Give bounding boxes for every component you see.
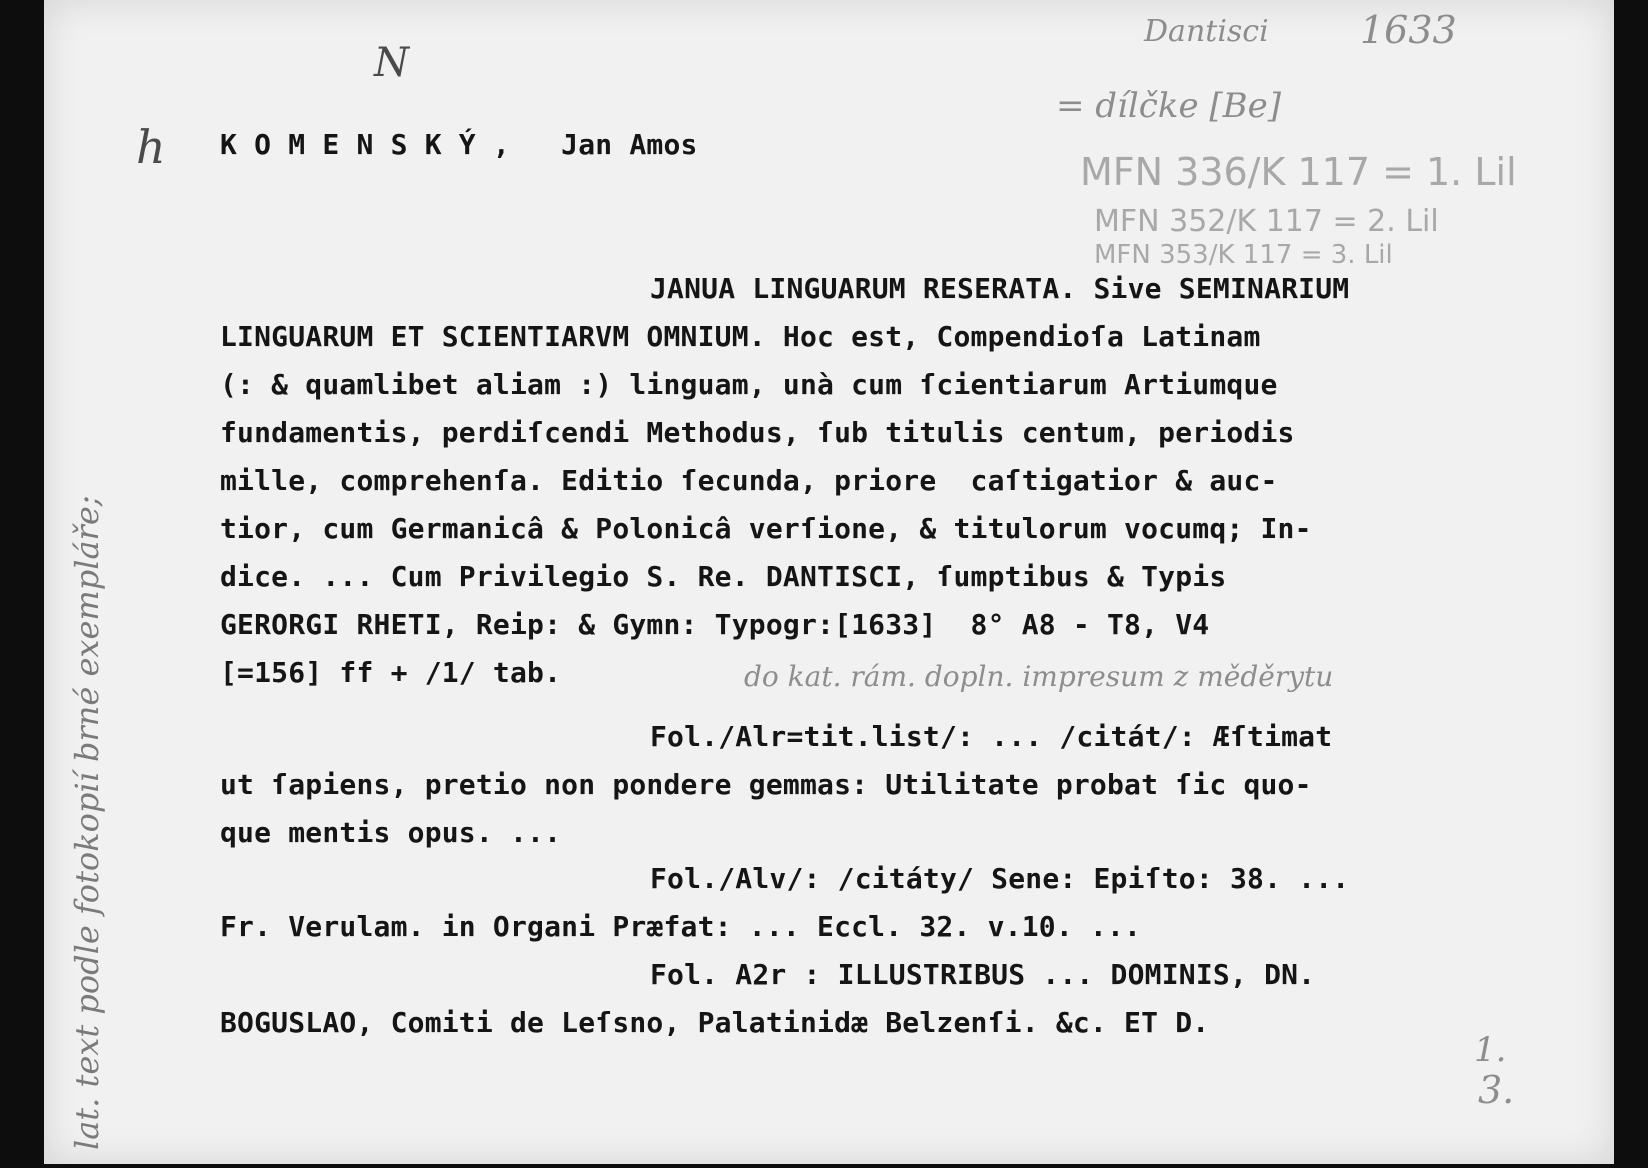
mfn-note-1: MFN 336/K 117 = 1. Lil xyxy=(1080,150,1517,194)
quote-line-2: ut ſapiens, pretio non pondere gemmas: Utilitate probat ſic quo- xyxy=(220,768,1312,801)
handwritten-imprint-note: do kat. rám. dopln. impresum z měděrytu xyxy=(744,660,1334,693)
quote-line-1: Fol./Alr=tit.list/: ... /citát/: Æſtimat xyxy=(650,720,1333,753)
handwritten-corner-1: 1. xyxy=(1474,1030,1507,1070)
quote-line-6: Fol. A2r : ILLUSTRIBUS ... DOMINIS, DN. xyxy=(650,958,1316,991)
handwritten-mark-h: h xyxy=(136,120,166,174)
handwritten-mark-n: N xyxy=(374,40,409,86)
title-line-6: tior, cum Germanicâ & Polonicâ verſione, & titulorum vocumq; In- xyxy=(220,512,1312,545)
quote-line-4: Fol./Alv/: /citáty/ Sene: Epiſto: 38. ... xyxy=(650,862,1350,895)
title-line-9: [=156] ff + /1/ tab. xyxy=(220,656,562,689)
catalog-card xyxy=(44,0,1614,1164)
title-line-8: GERORGI RHETI, Reip: & Gymn: Typogr:[1633] 8° A8 - T8, V4 xyxy=(220,608,1210,641)
handwritten-year: 1633 xyxy=(1360,8,1457,52)
mfn-note-2: MFN 352/K 117 = 2. Lil xyxy=(1094,204,1439,239)
handwritten-vertical-note: lat. text podle fotokopií brné exempláře; xyxy=(68,495,106,1150)
quote-line-5: Fr. Verulam. in Organi Præfat: ... Eccl. 32. v.10. ... xyxy=(220,910,1142,943)
quote-line-7: BOGUSLAO, Comiti de Leſsno, Palatinidæ Belzenſi. &c. ET D. xyxy=(220,1006,1210,1039)
mfn-note-3: MFN 353/K 117 = 3. Lil xyxy=(1094,240,1393,270)
title-line-4: fundamentis, perdiſcendi Methodus, ſub titulis centum, periodis xyxy=(220,416,1295,449)
title-line-5: mille, comprehenſa. Editio ſecunda, priore caſtigatior & auc- xyxy=(220,464,1278,497)
handwritten-corner-3: 3. xyxy=(1478,1068,1515,1112)
title-line-2: LINGUARUM ET SCIENTIARVM OMNIUM. Hoc est, Compendioſa Latinam xyxy=(220,320,1261,353)
author-heading: K O M E N S K Ý , Jan Amos xyxy=(220,128,698,161)
handwritten-place: Dantisci xyxy=(1144,14,1269,49)
handwritten-dilcke: = dílčke [Be] xyxy=(1056,86,1282,126)
title-line-3: (: & quamlibet aliam :) linguam, unà cum ſcientiarum Artiumque xyxy=(220,368,1278,401)
title-line-1: JANUA LINGUARUM RESERATA. Sive SEMINARIUM xyxy=(650,272,1350,305)
quote-line-3: que mentis opus. ... xyxy=(220,816,562,849)
title-line-7: dice. ... Cum Privilegio S. Re. DANTISCI, ſumptibus & Typis xyxy=(220,560,1227,593)
